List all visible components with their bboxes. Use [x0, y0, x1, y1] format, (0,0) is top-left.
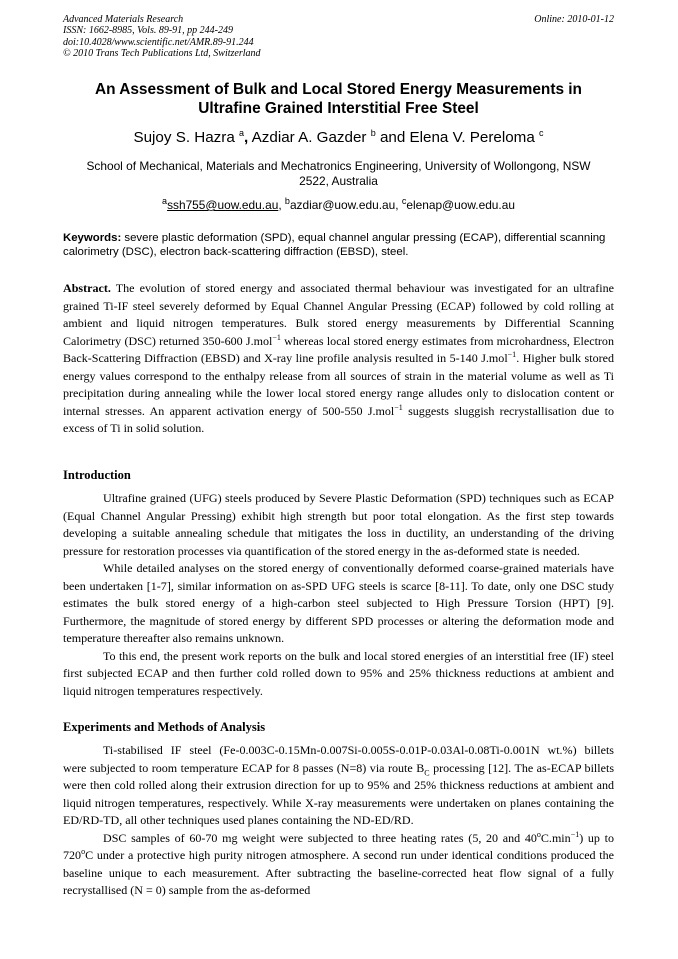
- methods-text-1a: Ti-stabilised IF steel (Fe-0.003C-0.15Mn-0.007Si-0.005S-0.01P-0.03Al-0.08Ti-0.001N wt.%) billets were subjected to room temperature ECAP for 8 passes (N=8) via route B: [63, 743, 614, 775]
- author-separator: ,: [244, 129, 249, 147]
- methods-heading: Experiments and Methods of Analysis: [63, 720, 266, 734]
- online-date: Online: 2010-01-12: [534, 14, 614, 25]
- keywords-label: Keywords:: [63, 232, 122, 244]
- abstract-text-3: . Higher bulk stored energy values correspond to the enthalpy release from all sources of strain in the material volume as well as Ti precipitation during annealing while the lower local stored energy range alludes only to dislocation content or internal stresses. An apparent activation energy of 500-550 J.mol: [63, 351, 614, 418]
- abstract: [63, 280, 614, 438]
- abstract-label: Abstract.: [63, 281, 111, 295]
- author-2: Azdiar A. Gazder: [251, 129, 367, 147]
- email-c: elenap@uow.edu.au: [406, 197, 515, 212]
- author-list: [63, 128, 614, 146]
- methods-text-2d: C under a protective high purity nitrogen atmosphere. A second run under identical conditions produced the baseline unique to each measurement. After subtracting the baseline-corrected heat flow signal of a fully recrystallised (N = 0) sample from the as-deformed: [63, 848, 614, 897]
- author-3: Elena V. Pereloma: [409, 129, 535, 147]
- abstract-sup-1: −1: [272, 332, 281, 342]
- journal-header: [63, 14, 261, 59]
- introduction-body: [63, 490, 614, 700]
- email-link-a[interactable]: ssh755@uow.edu.au: [167, 197, 279, 212]
- keywords-text: severe plastic deformation (SPD), equal channel angular pressing (ECAP), differential scanning calorimetry (DSC), electron back-scattering diffraction (EBSD), steel.: [63, 232, 606, 258]
- affiliation-line-2: 2522, Australia: [299, 174, 378, 188]
- author-1: Sujoy S. Hazra: [133, 129, 235, 147]
- methods-text-2a: DSC samples of 60-70 mg weight were subjected to three heating rates (5, 20 and 40: [103, 830, 537, 845]
- journal-doi: doi:10.4028/www.scientific.net/AMR.89-91.244: [63, 36, 254, 48]
- degree-symbol-2: o: [81, 846, 86, 856]
- abstract-sup-2: −1: [507, 349, 517, 359]
- abstract-text-1: The evolution of stored energy and associated thermal behaviour was investigated for an ultrafine grained Ti-IF steel severely deformed by Equal Channel Angular Pressing (ECAP) followed by cold rolling at ambient and liquid nitrogen temperatures. Bulk stored energy measurements by Differential Scanning Calorimetry (DSC) returned 350-600 J.mol: [63, 281, 615, 348]
- abstract-paragraph: [63, 280, 614, 438]
- intro-paragraph-1: Ultrafine grained (UFG) steels produced by Severe Plastic Deformation (SPD) techniques such as ECAP (Equal Channel Angular Pressing) exhibit high strength but poor total elongation. As the first step towards developing a suitable annealing schedule that mitigates the loss in ductility, an understanding of the driving pressure for restoration processes via quantification of the stored energy in the as-deformed state is needed.: [63, 491, 614, 558]
- abstract-sup-3: −1: [394, 402, 403, 412]
- journal-copyright: © 2010 Trans Tech Publications Ltd, Switzerland: [63, 47, 261, 59]
- methods-body: [63, 742, 614, 900]
- email-b-sup: b: [284, 196, 290, 206]
- email-list: $^a$ssh755@uow.edu.au, $^b$azdiar@uow.edu.au, $^c$elenap@uow.edu.au: [162, 196, 515, 212]
- affiliation: [63, 159, 614, 189]
- paper-title: [63, 80, 614, 118]
- author-1-affil: a: [239, 128, 245, 138]
- methods-text-1b: processing [12]. The as-ECAP billets were then cold rolled along their extrusion direction for up to 95% and 25% thickness reductions at ambient and liquid nitrogen temperatures, respectively. While X-ray measurements were undertaken on planes containing the ED/RD-TD, all other techniques used planes containing the ND-ED/RD.: [63, 760, 615, 827]
- author-3-affil: c: [539, 128, 544, 138]
- keywords: [63, 231, 614, 259]
- title-line-1: An Assessment of Bulk and Local Stored Energy Measurements in: [95, 81, 582, 98]
- route-subscript: C: [424, 767, 430, 777]
- methods-text-2b: C.min: [540, 830, 571, 845]
- methods-paragraph-1: [63, 742, 614, 830]
- methods-text-2c: ) up to 720: [63, 830, 614, 862]
- degree-symbol-1: o: [536, 829, 541, 839]
- abstract-text-4: suggests sluggish recrystallisation due to excess of Ti in solid solution.: [63, 403, 614, 435]
- email-b: azdiar@uow.edu.au: [289, 197, 396, 212]
- journal-name: Advanced Materials Research: [63, 14, 184, 25]
- journal-issn: ISSN: 1662-8985, Vols. 89-91, pp 244-249: [63, 25, 233, 37]
- intro-paragraph-3: To this end, the present work reports on the bulk and local stored energies of an interstitial free (IF) steel first subjected ECAP and then further cold rolled down to 95% and 25% thickness reductions at ambient and liquid nitrogen temperatures respectively.: [63, 648, 614, 698]
- title-line-2: Ultrafine Grained Interstitial Free Steel: [198, 100, 479, 117]
- author-2-affil: b: [370, 128, 376, 138]
- abstract-text-2: whereas local stored energy estimates from microhardness, Electron Back-Scattering Diffraction (EBSD) and X-ray line profile analysis resulted in 5-140 J.mol: [63, 333, 614, 365]
- author-and: and: [379, 129, 406, 147]
- email-c-sup: c: [401, 196, 407, 206]
- rate-sup: −1: [570, 829, 580, 839]
- methods-paragraph-2: [63, 830, 614, 900]
- email-a-sup: a: [162, 196, 168, 206]
- intro-paragraph-2: While detailed analyses on the stored energy of conventionally deformed coarse-grained materials have been undertaken [1-7], similar information on as-SPD UFG steels is scarce [8-11]. To date, only one DSC study estimates the bulk stored energy of a high-carbon steel subjected to High Pressure Torsion (HPT) [9]. Furthermore, the magnitude of stored energy by different SPD processes or altering the deformation mode and temperature thereafter also remains unknown.: [63, 561, 614, 645]
- introduction-heading: Introduction: [63, 468, 131, 482]
- affiliation-line-1: School of Mechanical, Materials and Mechatronics Engineering, University of Wollongong, NSW: [86, 159, 591, 173]
